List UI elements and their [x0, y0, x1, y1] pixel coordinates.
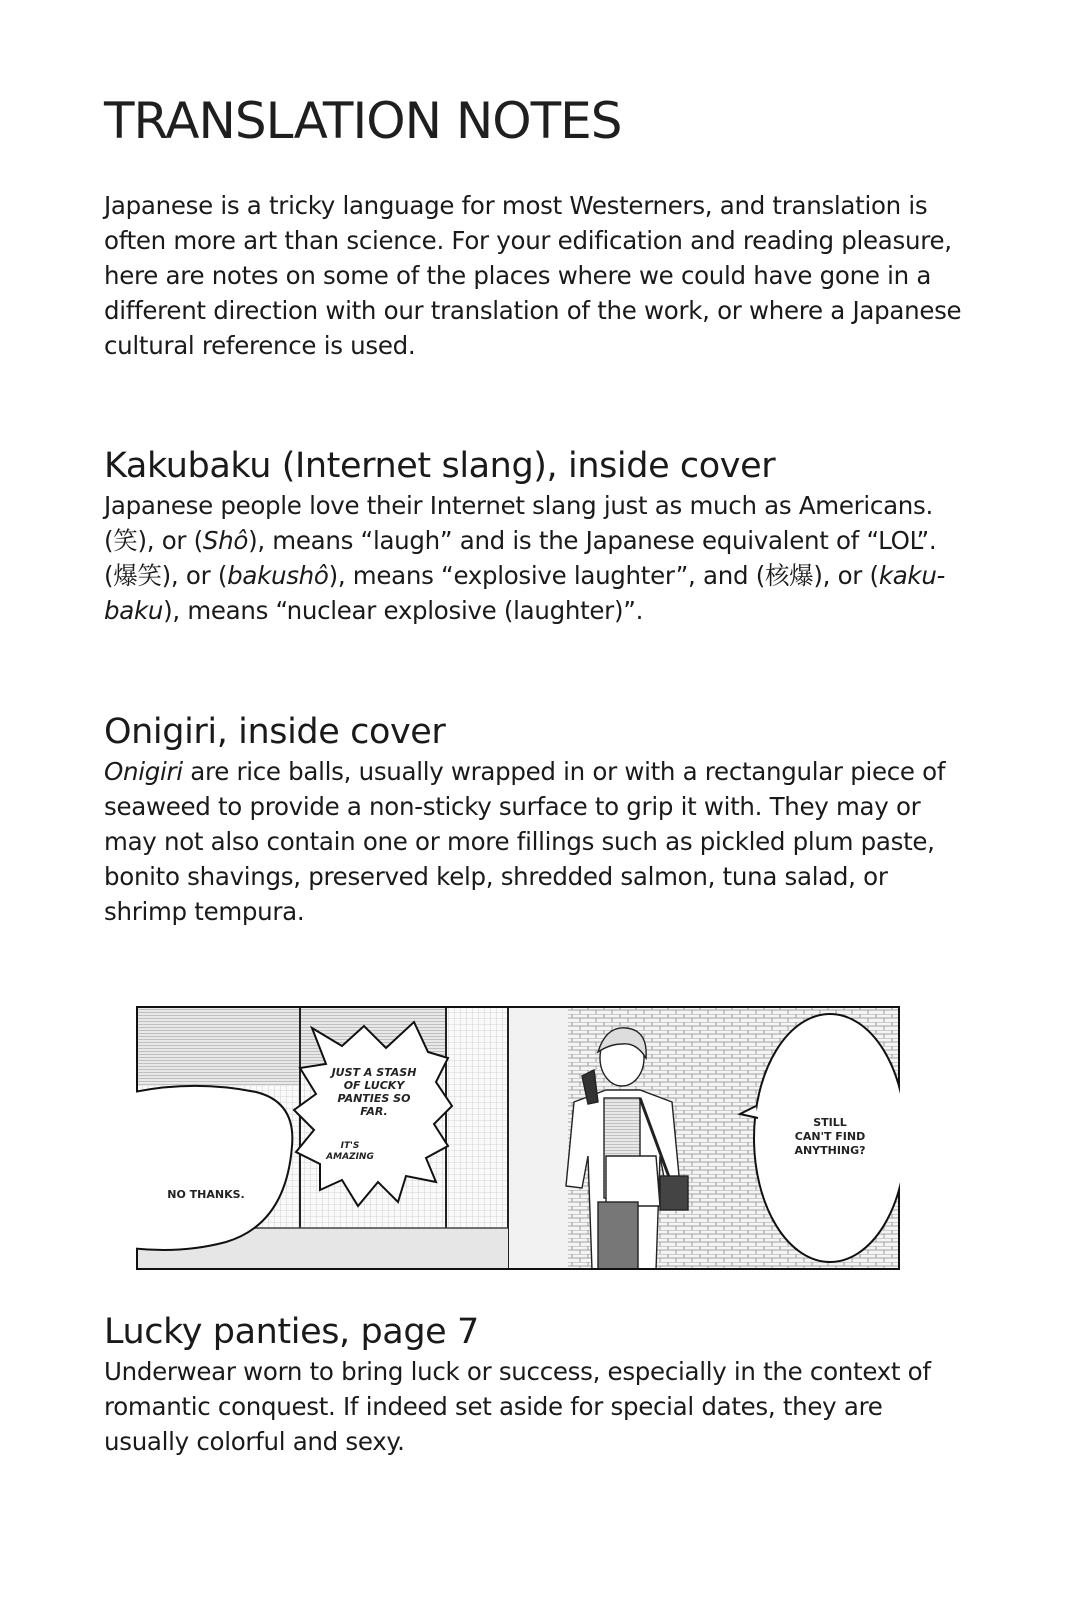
note-heading: Kakubaku (Internet slang), inside cover — [104, 446, 776, 486]
note-heading: Lucky panties, page 7 — [104, 1312, 479, 1352]
intro-paragraph: Japanese is a tricky language for most Westerners, and translation is often more art than science. For your edification and reading pleasure, here are notes on some of the places where we could have gone in a different direction with our translation of the work, or where a Japanese cultural reference is used. — [104, 191, 962, 360]
bubble-left-text: NO THANKS. — [167, 1188, 245, 1201]
text-run: ), means “laugh” and is the Japanese equivalent of “LOL”. (爆笑), or ( — [104, 526, 937, 590]
bubble-center-line: PANTIES SO — [337, 1092, 411, 1105]
italic-term: kaku-baku — [104, 561, 946, 625]
note-body — [104, 754, 964, 929]
text-run: Japanese people love their Internet slang just as much as Americans. (笑), or ( — [104, 491, 933, 555]
bubble-center-small-line: IT'S — [340, 1141, 360, 1151]
manga-panel — [136, 1006, 900, 1270]
page-title: TRANSLATION NOTES — [104, 92, 622, 150]
bubble-right-line: CAN'T FIND — [794, 1130, 866, 1143]
bubble-center-small-line: AMAZING — [326, 1152, 374, 1162]
note-kakubaku — [104, 444, 964, 628]
note-body — [104, 1354, 964, 1459]
text-run: are rice balls, usually wrapped in or with a rectangular piece of seaweed to provide a non-sticky surface to grip it with. They may or may not also contain one or more fillings such as pickled plum paste, bonito shavings, preserved kelp, shredded salmon, tuna salad, or shrimp tempura. — [104, 757, 946, 926]
text-run: Underwear worn to bring luck or success, especially in the context of romantic conquest. If indeed set aside for special dates, they are usually colorful and sexy. — [104, 1357, 931, 1456]
bubble-center-line: JUST A STASH — [331, 1066, 417, 1079]
manga-panel-illustration — [136, 1006, 900, 1270]
note-body — [104, 488, 964, 628]
italic-term: bakushô — [227, 561, 329, 590]
italic-term: Onigiri — [104, 757, 183, 786]
note-onigiri — [104, 710, 964, 929]
bubble-center-line: FAR. — [360, 1105, 388, 1118]
bubble-center-line: OF LUCKY — [343, 1079, 405, 1092]
text-run: ), means “explosive laughter”, and (核爆), or ( — [328, 561, 879, 590]
italic-term: Shô — [202, 526, 249, 555]
note-heading: Onigiri, inside cover — [104, 712, 446, 752]
bubble-right-line: STILL — [813, 1116, 847, 1129]
bubble-right-line: ANYTHING? — [794, 1144, 866, 1157]
note-lucky-panties — [104, 1310, 964, 1459]
text-run: ), means “nuclear explosive (laughter)”. — [163, 596, 644, 625]
